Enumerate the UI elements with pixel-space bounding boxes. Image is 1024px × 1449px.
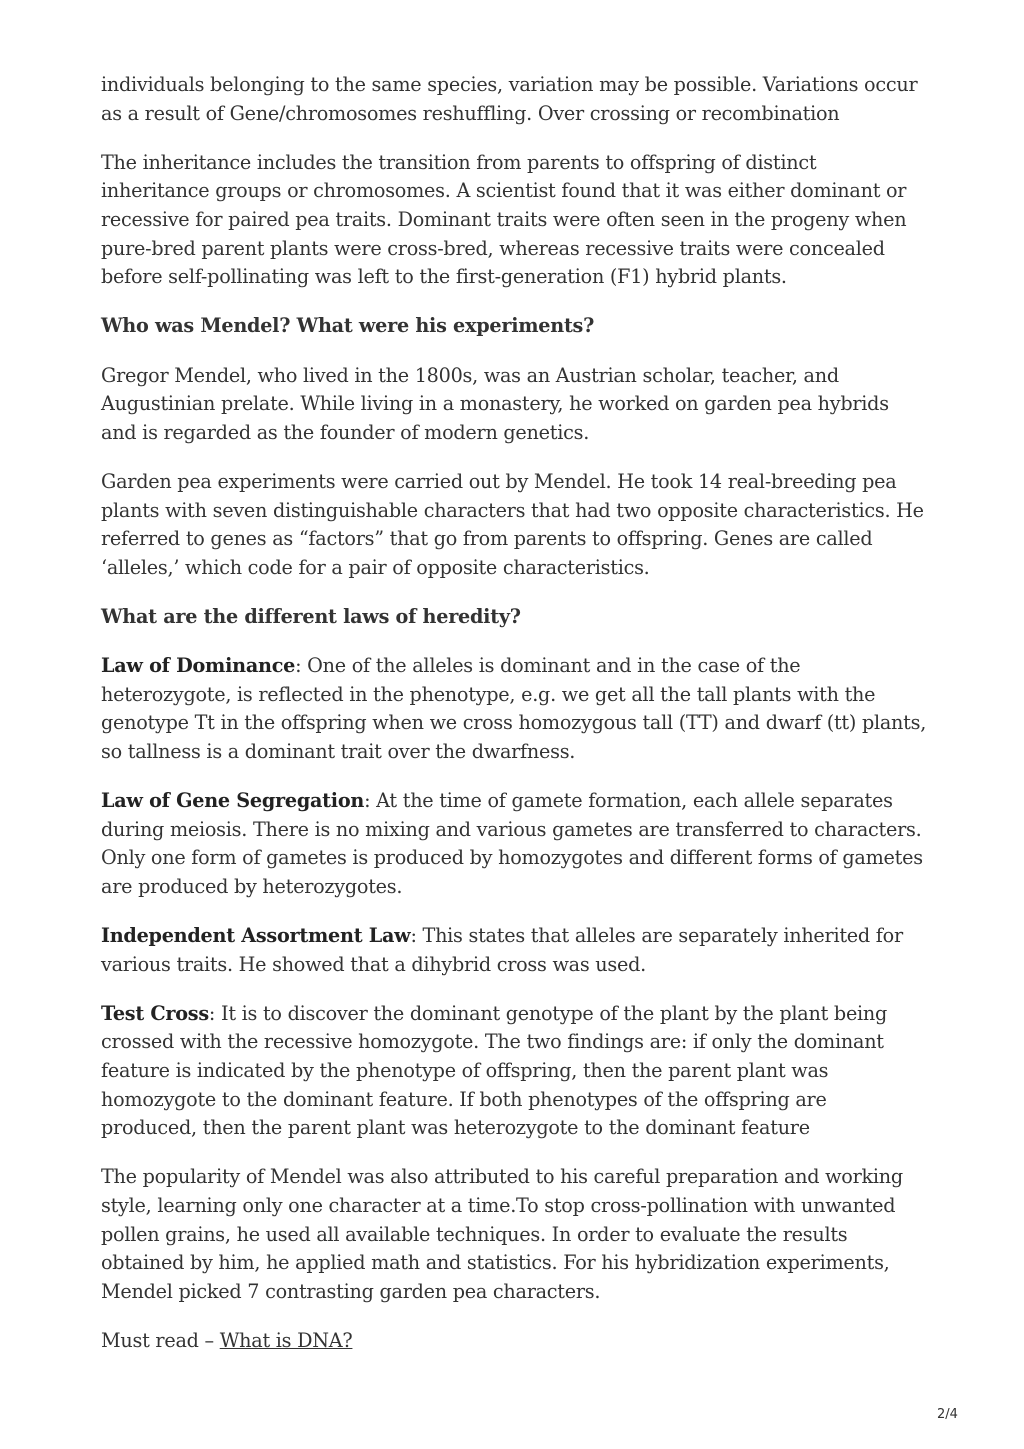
law-description: : This states that alleles are separately inherited for various traits. He showed that a dihybrid cross was used. — [101, 924, 903, 976]
page-number: 2/4 — [937, 1407, 958, 1422]
paragraph-law-of-gene-segregation — [101, 787, 927, 901]
document-body — [101, 71, 927, 1376]
paragraph-gregor-mendel: Gregor Mendel, who lived in the 1800s, was an Austrian scholar, teacher, and Augustinian prelate. While living in a monastery, he worked on garden pea hybrids and is regarded as the founder of modern genetics. — [101, 363, 889, 444]
what-is-dna-link[interactable]: What is DNA? — [219, 1328, 353, 1352]
law-description: : At the time of gamete formation, each allele separates during meiosis. There is no mixing and various gametes are transferred to characters. Only one form of gametes is produced by homozygotes and different forms of gametes are produced by heterozygotes. — [101, 789, 923, 898]
heading-laws-of-heredity: What are the different laws of heredity? — [101, 604, 521, 628]
paragraph-mendel-popularity: The popularity of Mendel was also attributed to his careful preparation and working style, learning only one character at a time.To stop cross-pollination with unwanted pollen grains, he used all available techniques. In order to evaluate the results obtained by him, he applied math and statistics. For his hybridization experiments, Mendel picked 7 contrasting garden pea characters. — [101, 1165, 903, 1303]
paragraph-garden-pea-experiments: Garden pea experiments were carried out by Mendel. He took 14 real-breeding pea plants with seven distinguishable characters that had two opposite characteristics. He referred to genes as “factors” that go from parents to offspring. Genes are called ‘alleles,’ which code for a pair of opposite characteristics. — [101, 469, 924, 579]
heading-who-was-mendel: Who was Mendel? What were his experiments? — [101, 314, 595, 338]
must-read-line — [101, 1327, 927, 1356]
law-term: Test Cross — [101, 1001, 209, 1025]
law-term: Law of Gene Segregation — [101, 789, 365, 813]
paragraph-test-cross — [101, 1000, 927, 1143]
paragraph-inheritance: The inheritance includes the transition from parents to offspring of distinct inheritance groups or chromosomes. A scientist found that it was either dominant or recessive for paired pea traits. Dominant traits were often seen in the progeny when pure-bred parent plants were cross-bred, whereas recessive traits were concealed before self-pollinating was left to the first-generation (F1) hybrid plants. — [101, 150, 907, 289]
law-term: Independent Assortment Law — [101, 924, 411, 947]
paragraph-variation: individuals belonging to the same species, variation may be possible. Variations occur as a result of Gene/chromosomes reshuffling. Over crossing or recombination — [101, 73, 918, 125]
must-read-prefix: Must read – — [101, 1328, 220, 1352]
law-description: : One of the alleles is dominant and in the case of the heterozygote, is reflected in the phenotype, e.g. we get all the tall plants with the genotype Tt in the offspring when we cross homozygous tall (TT) and dwarf (tt) plants, so tallness is a dominant trait over the dwarfness. — [101, 654, 927, 763]
paragraph-independent-assortment-law — [101, 922, 927, 979]
law-term: Law of Dominance — [101, 654, 296, 678]
paragraph-law-of-dominance — [101, 652, 927, 766]
law-description: : It is to discover the dominant genotype of the plant by the plant being crossed with the recessive homozygote. The two findings are: if only the dominant feature is indicated by the phenotype of offspring, then the parent plant was homozygote to the dominant feature. If both phenotypes of the offspring are produced, then the parent plant was heterozygote to the dominant feature — [101, 1001, 888, 1140]
